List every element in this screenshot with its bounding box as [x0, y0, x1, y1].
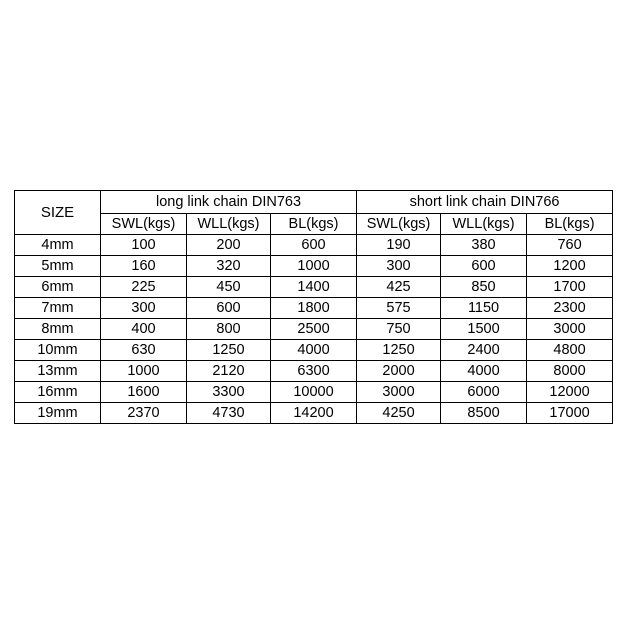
value-cell: 2400	[441, 340, 527, 361]
table-header-row-columns	[15, 214, 613, 235]
value-cell: 6000	[441, 382, 527, 403]
value-cell: 10000	[271, 382, 357, 403]
value-cell: 800	[187, 319, 271, 340]
value-cell: 4000	[271, 340, 357, 361]
column-header-long-bl: BL(kgs)	[271, 214, 357, 235]
value-cell: 1250	[357, 340, 441, 361]
table-row	[15, 382, 613, 403]
table-row	[15, 403, 613, 424]
value-cell: 14200	[271, 403, 357, 424]
table-row	[15, 319, 613, 340]
table-row	[15, 361, 613, 382]
value-cell: 6300	[271, 361, 357, 382]
value-cell: 3300	[187, 382, 271, 403]
table-body	[15, 235, 613, 424]
value-cell: 2120	[187, 361, 271, 382]
column-header-short-swl: SWL(kgs)	[357, 214, 441, 235]
value-cell: 1800	[271, 298, 357, 319]
value-cell: 1000	[271, 256, 357, 277]
value-cell: 1200	[527, 256, 613, 277]
size-cell: 4mm	[15, 235, 101, 256]
value-cell: 850	[441, 277, 527, 298]
value-cell: 630	[101, 340, 187, 361]
table-row	[15, 277, 613, 298]
value-cell: 17000	[527, 403, 613, 424]
value-cell: 300	[101, 298, 187, 319]
value-cell: 1700	[527, 277, 613, 298]
group-header-short-link: short link chain DIN766	[357, 191, 613, 214]
value-cell: 2500	[271, 319, 357, 340]
value-cell: 1600	[101, 382, 187, 403]
column-header-long-wll: WLL(kgs)	[187, 214, 271, 235]
value-cell: 12000	[527, 382, 613, 403]
value-cell: 1000	[101, 361, 187, 382]
value-cell: 2000	[357, 361, 441, 382]
table-row	[15, 235, 613, 256]
chain-spec-table	[14, 190, 613, 424]
value-cell: 1150	[441, 298, 527, 319]
value-cell: 190	[357, 235, 441, 256]
value-cell: 100	[101, 235, 187, 256]
value-cell: 450	[187, 277, 271, 298]
size-cell: 7mm	[15, 298, 101, 319]
value-cell: 2370	[101, 403, 187, 424]
value-cell: 2300	[527, 298, 613, 319]
value-cell: 1400	[271, 277, 357, 298]
value-cell: 600	[441, 256, 527, 277]
value-cell: 225	[101, 277, 187, 298]
size-cell: 5mm	[15, 256, 101, 277]
table-row	[15, 340, 613, 361]
value-cell: 575	[357, 298, 441, 319]
size-cell: 13mm	[15, 361, 101, 382]
table-row	[15, 256, 613, 277]
table-header-row-groups	[15, 191, 613, 214]
column-header-short-bl: BL(kgs)	[527, 214, 613, 235]
value-cell: 4000	[441, 361, 527, 382]
value-cell: 3000	[527, 319, 613, 340]
size-cell: 19mm	[15, 403, 101, 424]
value-cell: 4250	[357, 403, 441, 424]
value-cell: 300	[357, 256, 441, 277]
value-cell: 380	[441, 235, 527, 256]
value-cell: 320	[187, 256, 271, 277]
value-cell: 600	[187, 298, 271, 319]
size-cell: 16mm	[15, 382, 101, 403]
value-cell: 160	[101, 256, 187, 277]
size-header: SIZE	[15, 191, 101, 235]
value-cell: 4730	[187, 403, 271, 424]
value-cell: 600	[271, 235, 357, 256]
table-row	[15, 298, 613, 319]
value-cell: 425	[357, 277, 441, 298]
value-cell: 200	[187, 235, 271, 256]
column-header-short-wll: WLL(kgs)	[441, 214, 527, 235]
value-cell: 8000	[527, 361, 613, 382]
size-cell: 10mm	[15, 340, 101, 361]
value-cell: 400	[101, 319, 187, 340]
size-cell: 8mm	[15, 319, 101, 340]
group-header-long-link: long link chain DIN763	[101, 191, 357, 214]
value-cell: 760	[527, 235, 613, 256]
value-cell: 8500	[441, 403, 527, 424]
value-cell: 4800	[527, 340, 613, 361]
size-cell: 6mm	[15, 277, 101, 298]
value-cell: 3000	[357, 382, 441, 403]
chain-spec-table-container	[14, 190, 612, 424]
value-cell: 1500	[441, 319, 527, 340]
value-cell: 1250	[187, 340, 271, 361]
value-cell: 750	[357, 319, 441, 340]
column-header-long-swl: SWL(kgs)	[101, 214, 187, 235]
